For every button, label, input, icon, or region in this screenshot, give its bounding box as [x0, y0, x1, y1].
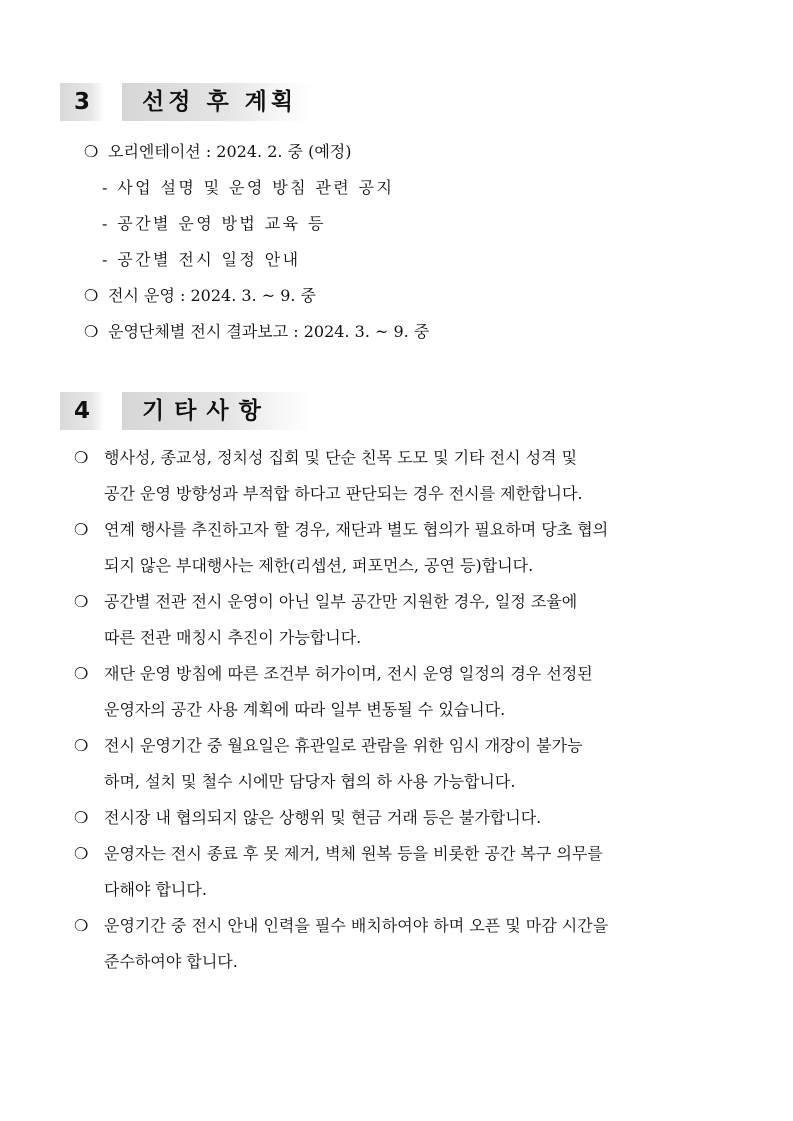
orientation-text: 오리엔테이션 : 2024. 2. 중 (예정) — [108, 142, 352, 161]
circle-bullet-icon: ❍ — [74, 808, 89, 827]
list-item — [74, 440, 734, 512]
sub-item: - 공간별 전시 일정 안내 — [102, 250, 301, 269]
list-item — [74, 584, 734, 656]
circle-bullet-icon: ❍ — [74, 736, 89, 755]
list-item — [84, 134, 764, 170]
sub-item: - 공간별 운영 방법 교육 등 — [102, 214, 326, 233]
section-4-number: 4 — [60, 392, 104, 430]
circle-bullet-icon: ❍ — [74, 844, 89, 863]
section-4-title: 기타사항 — [122, 392, 312, 430]
section-4-notes-list — [74, 440, 734, 980]
item-line: 다해야 합니다. — [104, 880, 207, 899]
section-3-title: 선정 후 계획 — [122, 83, 312, 121]
item-line: 운영자는 전시 종료 후 못 제거, 벽체 원복 등을 비롯한 공간 복구 의무를 — [104, 844, 603, 863]
item-line: 공간 운영 방향성과 부적합 하다고 판단되는 경우 전시를 제한합니다. — [104, 484, 583, 503]
item-line: 준수하여야 합니다. — [104, 952, 238, 971]
list-item — [74, 800, 734, 836]
list-item — [74, 656, 734, 728]
item-line: 재단 운영 방침에 따른 조건부 허가이며, 전시 운영 일정의 경우 선정된 — [104, 664, 593, 683]
list-item — [84, 314, 764, 350]
item-line: 되지 않은 부대행사는 제한(리셉션, 퍼포먼스, 공연 등)합니다. — [104, 556, 534, 575]
item-line: 전시장 내 협의되지 않은 상행위 및 현금 거래 등은 불가합니다. — [104, 808, 542, 827]
list-item — [84, 278, 764, 314]
item-line: 하며, 설치 및 철수 시에만 담당자 협의 하 사용 가능합니다. — [104, 772, 516, 791]
section-4-header — [60, 392, 310, 430]
item-line: 운영기간 중 전시 안내 인력을 필수 배치하여야 하며 오픈 및 마감 시간을 — [104, 916, 609, 935]
circle-bullet-icon: ❍ — [74, 664, 89, 683]
item-line: 따른 전관 매칭시 추진이 가능합니다. — [104, 628, 362, 647]
item-line: 전시 운영기간 중 월요일은 휴관일로 관람을 위한 임시 개장이 불가능 — [104, 736, 583, 755]
circle-bullet-icon: ❍ — [74, 592, 89, 611]
circle-bullet-icon: ❍ — [84, 286, 99, 305]
exhibition-operation-text: 전시 운영 : 2024. 3. ~ 9. 중 — [108, 286, 317, 305]
circle-bullet-icon: ❍ — [74, 448, 89, 467]
section-3-number: 3 — [60, 83, 104, 121]
list-item — [74, 728, 734, 800]
sub-item: - 사업 설명 및 운영 방침 관련 공지 — [102, 178, 395, 197]
circle-bullet-icon: ❍ — [84, 322, 99, 341]
item-line: 행사성, 종교성, 정치성 집회 및 단순 친목 도모 및 기타 전시 성격 및 — [104, 448, 578, 467]
circle-bullet-icon: ❍ — [84, 142, 99, 161]
list-item — [74, 836, 734, 908]
list-item — [74, 908, 734, 980]
item-line: 운영자의 공간 사용 계획에 따라 일부 변동될 수 있습니다. — [104, 700, 506, 719]
item-line: 연계 행사를 추진하고자 할 경우, 재단과 별도 협의가 필요하며 당초 협의 — [104, 520, 609, 539]
section-3-plan-list — [84, 134, 764, 350]
result-report-text: 운영단체별 전시 결과보고 : 2024. 3. ~ 9. 중 — [108, 322, 430, 341]
section-3-header — [60, 83, 310, 121]
list-item — [74, 512, 734, 584]
circle-bullet-icon: ❍ — [74, 916, 89, 935]
item-line: 공간별 전관 전시 운영이 아닌 일부 공간만 지원한 경우, 일정 조율에 — [104, 592, 578, 611]
circle-bullet-icon: ❍ — [74, 520, 89, 539]
